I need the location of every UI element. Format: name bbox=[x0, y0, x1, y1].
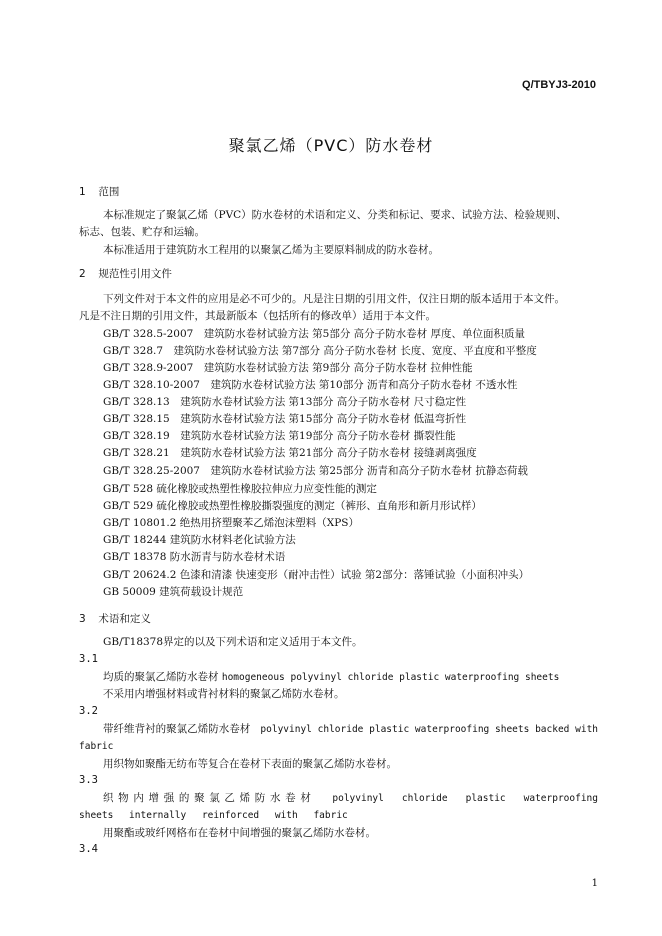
reference-item: GB/T 328.10-2007 建筑防水卷材试验方法 第10部分 沥青和高分子防水卷材 不透水性 bbox=[103, 379, 518, 391]
section-heading-normative bbox=[79, 266, 172, 281]
reference-item: GB/T 529 硫化橡胶或热塑性橡胶撕裂强度的测定（裤形、直角形和新月形试样） bbox=[103, 500, 482, 512]
reference-item: GB/T 328.21 建筑防水卷材试验方法 第21部分 高分子防水卷材 接缝剥离强度 bbox=[103, 447, 477, 459]
reference-item: GB/T 10801.2 绝热用挤塑聚苯乙烯泡沫塑料（XPS） bbox=[103, 517, 359, 529]
section-number: 1 bbox=[79, 186, 86, 198]
term-definition: 不采用内增强材料或背衬材料的聚氯乙烯防水卷材。 bbox=[103, 688, 345, 700]
term-title bbox=[79, 669, 598, 686]
document-title: 聚氯乙烯（PVC）防水卷材 bbox=[228, 136, 434, 155]
document-code: Q/TBYJ3-2010 bbox=[522, 79, 596, 91]
term-title bbox=[79, 721, 598, 755]
normative-intro-line-2: 凡是不注日期的引用文件，其最新版本（包括所有的修改单）适用于本文件。 bbox=[79, 310, 436, 322]
term-title-zh: 均质的聚氯乙烯防水卷材 bbox=[103, 671, 219, 683]
term-title-en: homogeneous polyvinyl chloride plastic waterproofing sheets bbox=[221, 672, 560, 683]
term-number: 3.2 bbox=[79, 705, 98, 717]
term-title-en: polyvinyl chloride plastic waterproofing sheets internally reinforced with fabric bbox=[79, 793, 598, 821]
scope-paragraph-1-line-1: 本标准规定了聚氯乙烯（PVC）防水卷材的术语和定义、分类和标记、要求、试验方法、检验规则、 bbox=[103, 209, 567, 221]
reference-item: GB/T 328.13 建筑防水卷材试验方法 第13部分 高分子防水卷材 尺寸稳定性 bbox=[103, 396, 467, 408]
reference-item: GB/T 20624.2 色漆和清漆 快速变形（耐冲击性）试验 第2部分：落锤试验（小面积冲头） bbox=[103, 569, 530, 581]
term-title-zh: 织物内增强的聚氯乙烯防水卷材 bbox=[103, 792, 316, 804]
reference-item: GB 50009 建筑荷载设计规范 bbox=[103, 586, 244, 598]
section-number: 2 bbox=[79, 268, 86, 280]
section-title: 规范性引用文件 bbox=[98, 268, 172, 280]
section-number: 3 bbox=[79, 613, 86, 625]
term-definition: 用聚酯或玻纤网格布在卷材中间增强的聚氯乙烯防水卷材。 bbox=[103, 827, 376, 839]
term-number: 3.3 bbox=[79, 774, 98, 786]
reference-item: GB/T 528 硫化橡胶或热塑性橡胶拉伸应力应变性能的测定 bbox=[103, 483, 377, 495]
reference-item: GB/T 328.7 建筑防水卷材试验方法 第7部分 高分子防水卷材 长度、宽度、平直度和平整度 bbox=[103, 345, 537, 357]
normative-intro-line-1: 下列文件对于本文件的应用是必不可少的。凡是注日期的引用文件，仅注日期的版本适用于本文件。 bbox=[103, 293, 565, 305]
reference-item: GB/T 328.25-2007 建筑防水卷材试验方法 第25部分 沥青和高分子防水卷材 抗静态荷载 bbox=[103, 465, 528, 477]
reference-item: GB/T 18378 防水沥青与防水卷材术语 bbox=[103, 551, 286, 563]
reference-item: GB/T 328.9-2007 建筑防水卷材试验方法 第9部分 高分子防水卷材 拉伸性能 bbox=[103, 362, 473, 374]
scope-paragraph-1-line-2: 标志、包装、贮存和运输。 bbox=[79, 226, 205, 238]
reference-item: GB/T 328.15 建筑防水卷材试验方法 第15部分 高分子防水卷材 低温弯折性 bbox=[103, 413, 467, 425]
term-number: 3.1 bbox=[79, 653, 98, 665]
section-heading-terms bbox=[79, 611, 151, 626]
scope-paragraph-2: 本标准适用于建筑防水工程用的以聚氯乙烯为主要原料制成的防水卷材。 bbox=[103, 244, 439, 256]
terms-intro: GB/T18378界定的以及下列术语和定义适用于本文件。 bbox=[103, 636, 363, 648]
reference-item: GB/T 18244 建筑防水材料老化试验方法 bbox=[103, 534, 296, 546]
section-heading-scope bbox=[79, 184, 119, 199]
term-title bbox=[79, 790, 598, 824]
reference-item: GB/T 328.19 建筑防水卷材试验方法 第19部分 高分子防水卷材 撕裂性能 bbox=[103, 430, 456, 442]
term-title-en: polyvinyl chloride plastic waterproofing sheets backed with fabric bbox=[79, 724, 599, 752]
term-definition: 用织物如聚酯无纺布等复合在卷材下表面的聚氯乙烯防水卷材。 bbox=[103, 758, 397, 770]
page-number: 1 bbox=[591, 878, 598, 889]
term-number: 3.4 bbox=[79, 843, 98, 855]
term-title-zh: 带纤维背衬的聚氯乙烯防水卷材 bbox=[103, 723, 251, 735]
reference-item: GB/T 328.5-2007 建筑防水卷材试验方法 第5部分 高分子防水卷材 厚度、单位面积质量 bbox=[103, 328, 526, 340]
section-title: 范围 bbox=[98, 186, 120, 198]
section-title: 术语和定义 bbox=[98, 613, 151, 625]
